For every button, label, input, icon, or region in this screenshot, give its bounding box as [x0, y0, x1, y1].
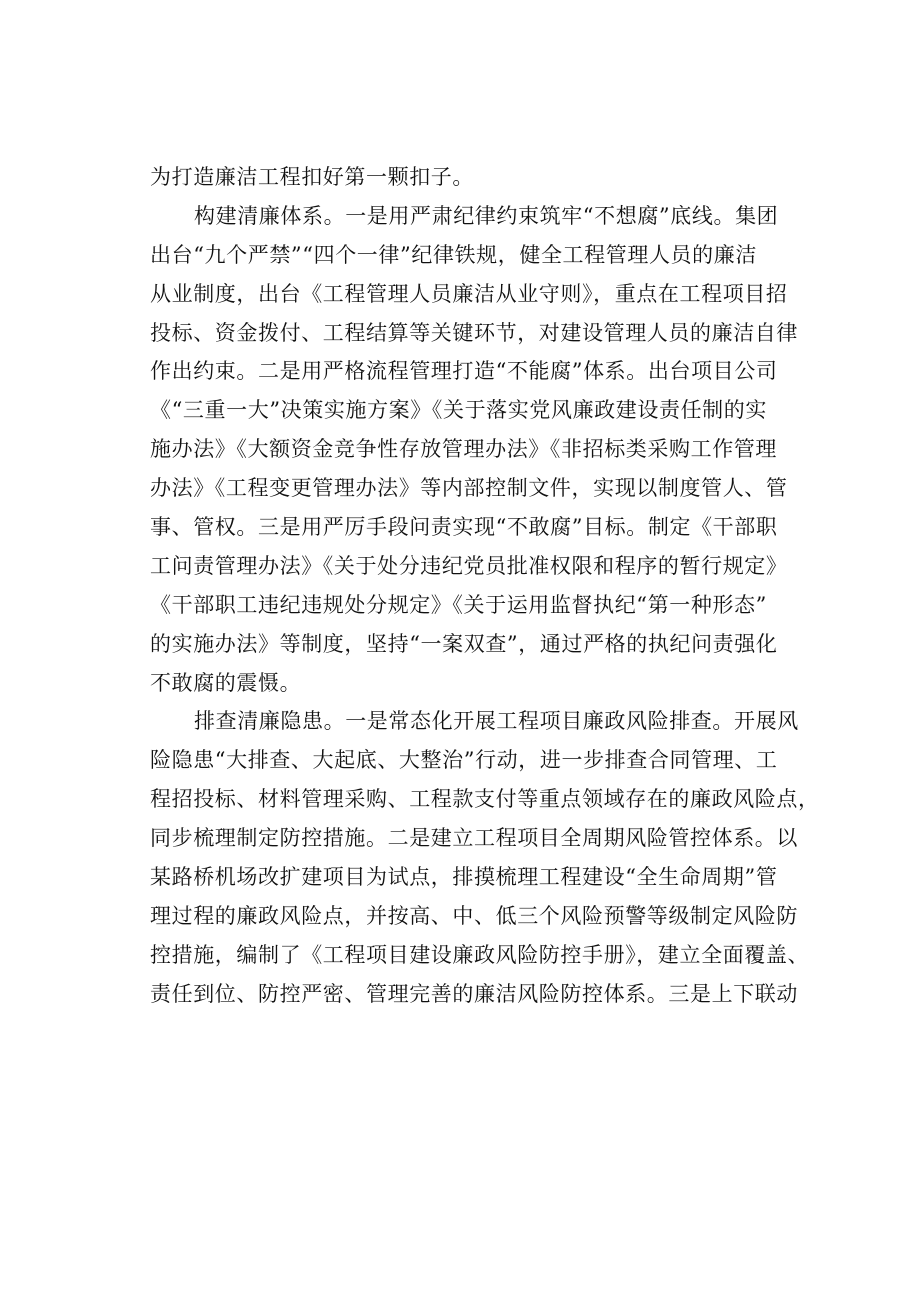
text-line: 险隐患“大排查、大起底、大整治”行动，进一步排查合同管理、工 — [150, 748, 778, 773]
document-body — [150, 158, 820, 1014]
text-line: 构建清廉体系。一是用严肃纪律约束筑牢“不想腐”底线。集团 — [194, 203, 779, 228]
text-line: 作出约束。二是用严格流程管理打造“不能腐”体系。出台项目公司 — [150, 359, 778, 384]
text-line: 事、管权。三是用严厉手段问责实现“不敢腐”目标。制定《干部职 — [150, 515, 778, 540]
text-line: 《“三重一大”决策实施方案》《关于落实党风廉政建设责任制的实 — [150, 398, 767, 423]
text-line: 程招投标、材料管理采购、工程款支付等重点领域存在的廉政风险点， — [150, 787, 820, 812]
text-line: 工问责管理办法》《关于处分违纪党员批准权限和程序的暂行规定》 — [150, 553, 788, 578]
text-line: 投标、资金拨付、工程结算等关键环节，对建设管理人员的廉洁自律 — [150, 320, 798, 345]
text-line: 不敢腐的震慑。 — [150, 670, 302, 695]
text-line: 的实施办法》等制度，坚持“一案双查”，通过严格的执纪问责强化 — [150, 631, 778, 656]
text-line: 排查清廉隐患。一是常态化开展工程项目廉政风险排查。开展风 — [194, 709, 799, 734]
text-line: 《干部职工违纪违规处分规定》《关于运用监督执纪“第一种形态” — [150, 592, 767, 617]
text-line: 为打造廉洁工程扣好第一颗扣子。 — [150, 165, 474, 189]
text-line: 出台“九个严禁”“四个一律”纪律铁规，健全工程管理人员的廉洁 — [150, 242, 757, 267]
text-line: 从业制度，出台《工程管理人员廉洁从业守则》，重点在工程项目招 — [150, 281, 788, 306]
text-line: 某路桥机场改扩建项目为试点，排摸梳理工程建设“全生命周期”管 — [150, 865, 778, 890]
text-line: 办法》《工程变更管理办法》等内部控制文件，实现以制度管人、管 — [150, 476, 788, 501]
text-line: 理过程的廉政风险点，并按高、中、低三个风险预警等级制定风险防 — [150, 903, 798, 928]
text-line: 同步梳理制定防控措施。二是建立工程项目全周期风险管控体系。以 — [150, 826, 798, 851]
text-line: 控措施，编制了《工程项目建设廉政风险防控手册》，建立全面覆盖、 — [150, 942, 810, 967]
text-line: 施办法》《大额资金竞争性存放管理办法》《非招标类采购工作管理 — [150, 437, 777, 462]
text-line: 责任到位、防控严密、管理完善的廉洁风险防控体系。三是上下联动 — [150, 981, 798, 1006]
